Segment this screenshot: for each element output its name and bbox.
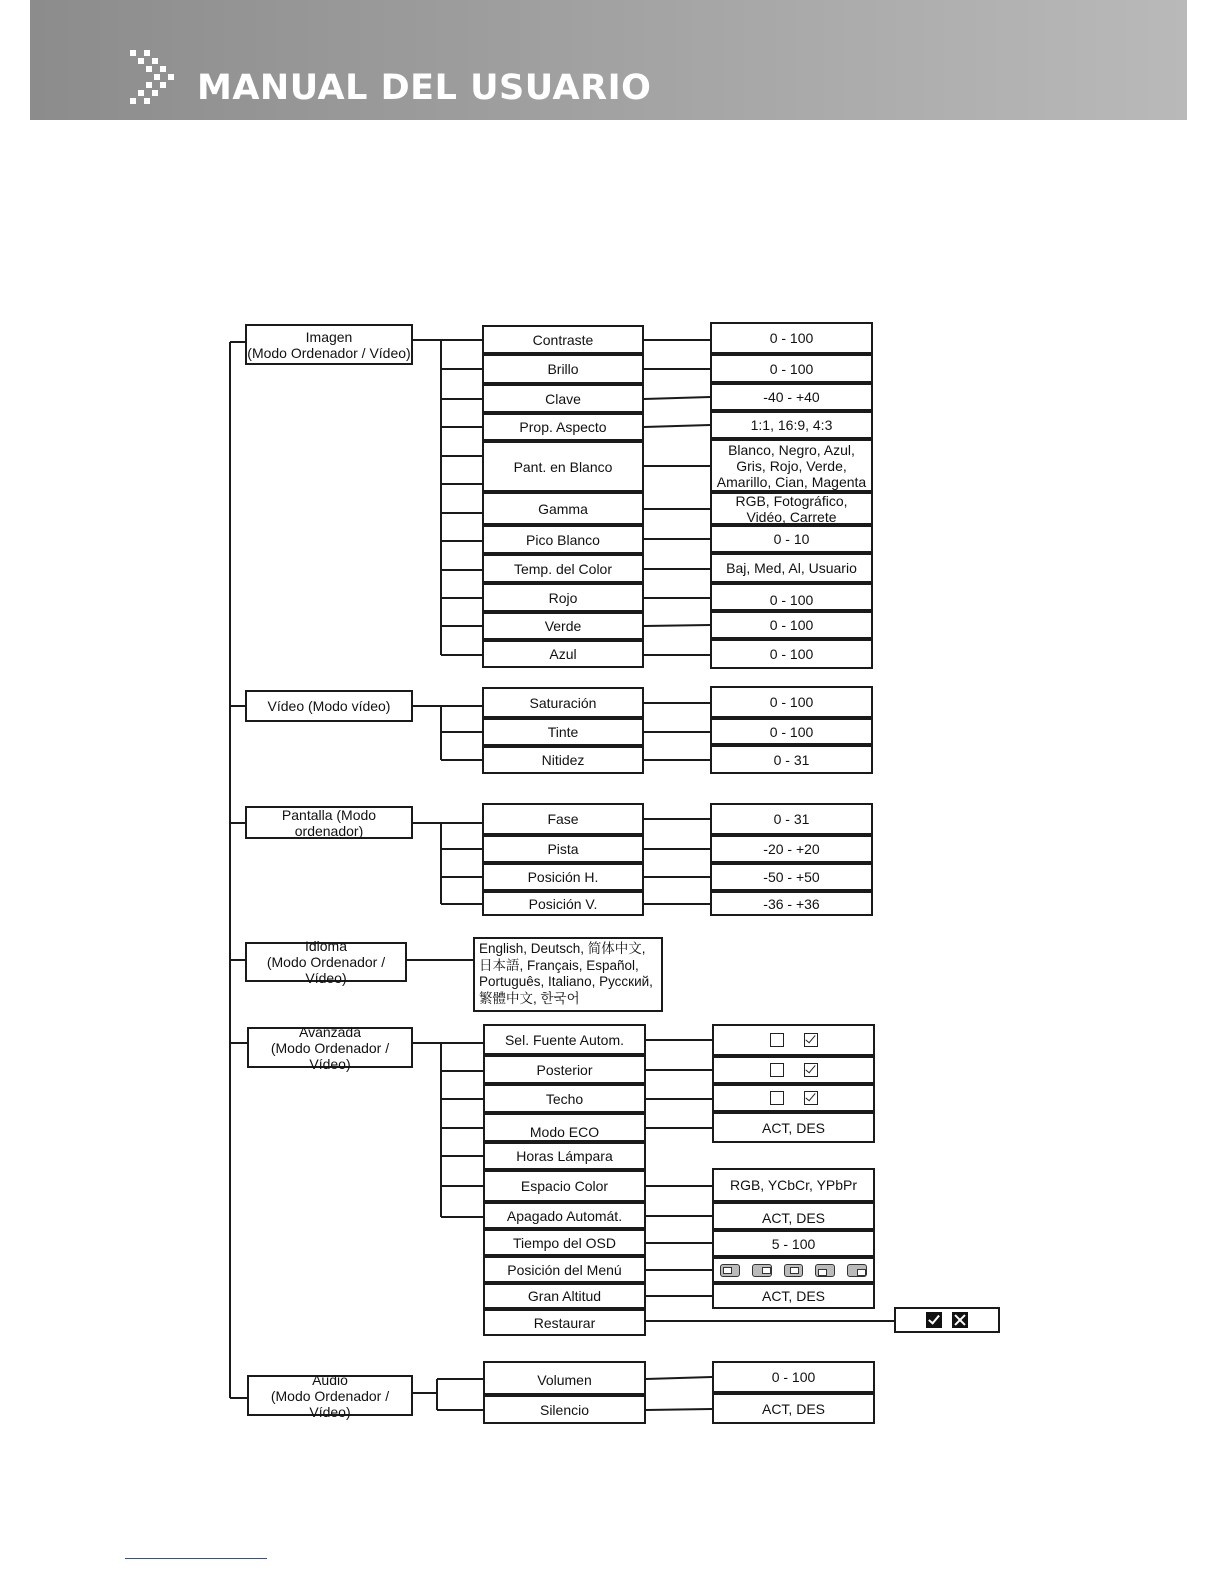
item-modo-eco: Modo ECO: [483, 1113, 646, 1142]
value-techo-checkboxes: [712, 1084, 875, 1112]
item-volumen: Volumen: [483, 1361, 646, 1395]
footer-rule: [125, 1558, 267, 1559]
checkbox-off-icon: [770, 1091, 784, 1105]
value-posterior-checkboxes: [712, 1056, 875, 1084]
checkbox-on-icon: [804, 1033, 818, 1047]
menu-position-center-icon: [784, 1264, 804, 1277]
item-gamma: Gamma: [482, 492, 644, 525]
value-modo-eco: ACT, DES: [712, 1112, 875, 1143]
value-tiempo-osd: 5 - 100: [712, 1230, 875, 1257]
connector: [646, 1409, 712, 1410]
item-clave: Clave: [482, 384, 644, 413]
menu-position-right-icon: [752, 1264, 772, 1277]
menu-avanzada: Avanzada (Modo Ordenador / Vídeo): [247, 1027, 413, 1068]
confirm-yes-icon: [926, 1312, 942, 1328]
connector: [644, 397, 710, 399]
value-gamma: RGB, Fotográfico, Vidéo, Carrete: [710, 492, 873, 525]
page-title: MANUAL DEL USUARIO: [197, 68, 652, 108]
value-azul: 0 - 100: [710, 639, 873, 669]
value-posicion-h: -50 - +50: [710, 863, 873, 891]
item-rojo: Rojo: [482, 583, 644, 612]
value-saturacion: 0 - 100: [710, 686, 873, 718]
item-contraste: Contraste: [482, 325, 644, 354]
item-techo: Techo: [483, 1084, 646, 1113]
menu-pantalla: Pantalla (Modo ordenador): [245, 806, 413, 839]
value-tinte: 0 - 100: [710, 718, 873, 745]
connector: [644, 625, 710, 626]
menu-idioma: Idioma (Modo Ordenador / Vídeo): [245, 942, 407, 982]
menu-position-left-icon: [720, 1264, 740, 1277]
checkbox-off-icon: [770, 1033, 784, 1047]
item-pico-blanco: Pico Blanco: [482, 525, 644, 554]
item-temp-color: Temp. del Color: [482, 554, 644, 583]
value-sel-fuente-checkboxes: [712, 1024, 875, 1056]
menu-video: Vídeo (Modo vídeo): [245, 690, 413, 722]
value-pant-en-blanco: Blanco, Negro, Azul, Gris, Rojo, Verde, Amarillo, Cian, Magenta: [710, 439, 873, 492]
item-posicion-v: Posición V.: [482, 891, 644, 916]
value-contraste: 0 - 100: [710, 322, 873, 354]
item-verde: Verde: [482, 612, 644, 640]
item-pant-en-blanco: Pant. en Blanco: [482, 441, 644, 492]
value-silencio: ACT, DES: [712, 1393, 875, 1424]
value-posicion-menu-icons: [712, 1257, 875, 1283]
value-posicion-v: -36 - +36: [710, 891, 873, 916]
value-pico-blanco: 0 - 10: [710, 525, 873, 553]
item-pista: Pista: [482, 835, 644, 863]
languages-list: English, Deutsch, 简体中文, 日本語, Français, Español, Português, Italiano, Русский, 繁體中文, 한국어: [473, 937, 663, 1012]
menu-audio: Audio (Modo Ordenador / Vídeo): [247, 1375, 413, 1416]
item-brillo: Brillo: [482, 354, 644, 384]
item-sel-fuente: Sel. Fuente Autom.: [483, 1024, 646, 1055]
value-restaurar-confirm: [894, 1307, 1000, 1333]
item-saturacion: Saturación: [482, 687, 644, 718]
menu-position-bottom-right-icon: [847, 1264, 867, 1277]
value-brillo: 0 - 100: [710, 354, 873, 383]
item-silencio: Silencio: [483, 1395, 646, 1424]
checkbox-off-icon: [770, 1063, 784, 1077]
item-horas-lampara: Horas Lámpara: [483, 1142, 646, 1170]
item-posterior: Posterior: [483, 1055, 646, 1084]
value-espacio-color: RGB, YCbCr, YPbPr: [712, 1168, 875, 1202]
item-posicion-h: Posición H.: [482, 863, 644, 891]
item-restaurar: Restaurar: [483, 1309, 646, 1336]
value-apagado-automat: ACT, DES: [712, 1202, 875, 1230]
value-gran-altitud: ACT, DES: [712, 1283, 875, 1309]
connector: [646, 1377, 712, 1379]
value-clave: -40 - +40: [710, 383, 873, 411]
item-espacio-color: Espacio Color: [483, 1170, 646, 1202]
item-apagado-automat: Apagado Automát.: [483, 1202, 646, 1229]
item-gran-altitud: Gran Altitud: [483, 1283, 646, 1309]
value-volumen: 0 - 100: [712, 1361, 875, 1393]
item-azul: Azul: [482, 640, 644, 668]
value-rojo: 0 - 100: [710, 583, 873, 611]
item-tiempo-osd: Tiempo del OSD: [483, 1229, 646, 1256]
item-fase: Fase: [482, 803, 644, 835]
connector: [644, 425, 710, 427]
confirm-no-icon: [952, 1312, 968, 1328]
value-nitidez: 0 - 31: [710, 745, 873, 774]
value-prop-aspecto: 1:1, 16:9, 4:3: [710, 411, 873, 439]
value-verde: 0 - 100: [710, 611, 873, 639]
value-temp-color: Baj, Med, Al, Usuario: [710, 553, 873, 583]
item-posicion-menu: Posición del Menú: [483, 1256, 646, 1283]
menu-imagen: Imagen (Modo Ordenador / Vídeo): [245, 324, 413, 365]
value-pista: -20 - +20: [710, 835, 873, 863]
menu-position-bottom-left-icon: [815, 1264, 835, 1277]
item-nitidez: Nitidez: [482, 746, 644, 774]
checkbox-on-icon: [804, 1091, 818, 1105]
checkbox-on-icon: [804, 1063, 818, 1077]
value-fase: 0 - 31: [710, 803, 873, 835]
item-tinte: Tinte: [482, 718, 644, 746]
item-prop-aspecto: Prop. Aspecto: [482, 413, 644, 441]
